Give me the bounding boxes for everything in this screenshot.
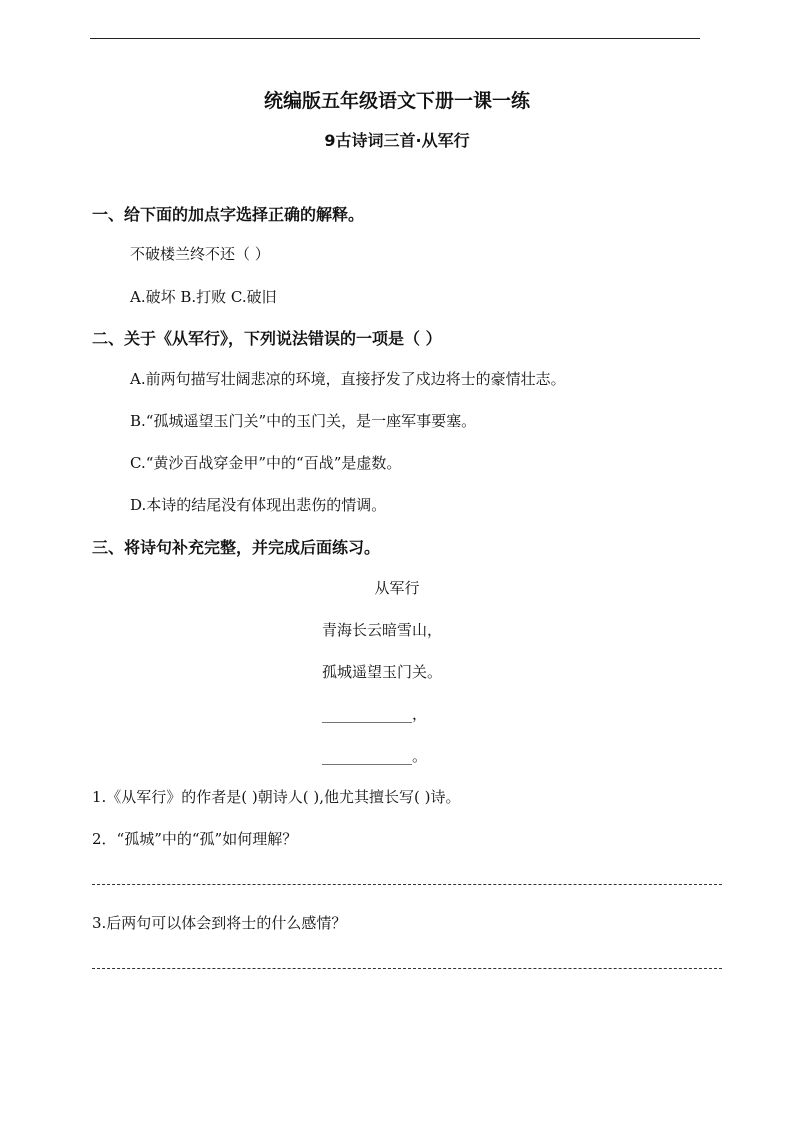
section-1-question: 不破楼兰终不还（ ） [130,245,270,263]
section-1-options: A.破坏 B.打败 C.破旧 [130,288,277,306]
section-2-heading: 二、关于《从军行》，下列说法错误的一项是（ ） [92,329,442,348]
question-2: 2．“孤城”中的“孤”如何理解？ [92,830,298,848]
section-2-option-c: C.“黄沙百战穿金甲”中的“百战”是虚数。 [130,454,402,472]
question-3: 3.后两句可以体会到将士的什么感情？ [92,914,347,932]
poem-blank-line-4: ____________。 [322,747,428,765]
section-1-heading: 一、给下面的加点字选择正确的解释。 [92,205,365,224]
lesson-subtitle: 9古诗词三首·从军行 [324,131,470,150]
poem-line-2: 孤城遥望玉门关。 [322,663,443,681]
section-3-heading: 三、将诗句补充完整，并完成后面练习。 [92,538,381,557]
section-2-option-a: A.前两句描写壮阔悲凉的环境，直接抒发了戍边将士的豪情壮志。 [130,370,566,388]
question-1: 1.《从军行》的作者是( )朝诗人( ),他尤其擅长写( )诗。 [92,788,461,806]
answer-line-3 [92,968,722,969]
section-2-option-d: D.本诗的结尾没有体现出悲伤的情调。 [130,496,387,514]
poem-line-1: 青海长云暗雪山， [322,621,443,639]
poem-blank-line-3: ____________， [322,705,428,723]
page-title: 统编版五年级语文下册一课一练 [263,90,530,112]
poem-title: 从军行 [374,579,420,597]
header-rule [90,38,700,39]
answer-line-2 [92,884,722,885]
section-2-option-b: B.“孤城遥望玉门关”中的玉门关，是一座军事要塞。 [130,412,477,430]
